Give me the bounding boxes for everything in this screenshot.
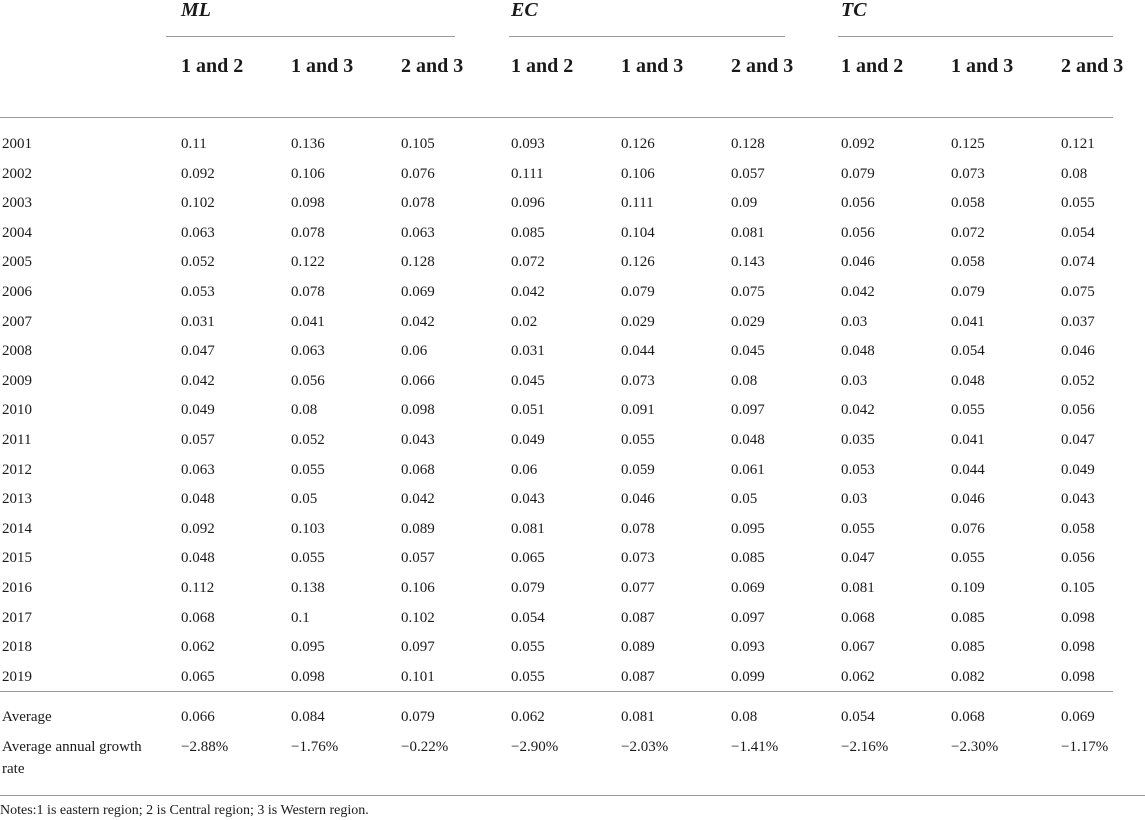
value-cell: 0.055 [951,550,985,567]
value-cell: 0.079 [511,580,545,596]
value-cell: 0.03 [841,372,868,389]
value-cell: 0.092 [181,520,215,537]
value-cell: 0.06 [401,343,428,360]
value-cell: 0.055 [511,668,545,685]
value-cell: 0.099 [731,668,765,685]
value-cell: 0.069 [731,580,765,596]
value-cell: 0.098 [1061,609,1095,626]
summary-value: 0.081 [621,709,655,725]
value-cell: 0.049 [181,402,215,419]
value-cell: 0.052 [1061,372,1095,389]
summary-value: −2.03% [621,739,669,755]
value-cell: 0.112 [181,580,215,596]
table-row [0,248,1145,278]
value-cell: 0.079 [951,284,985,300]
value-cell: 0.047 [841,550,875,567]
value-cell: 0.055 [1061,195,1095,212]
table-row [0,574,1145,604]
value-cell: 0.081 [511,520,545,537]
value-cell: 0.076 [951,520,985,537]
value-cell: 0.11 [181,136,207,152]
table-row [0,426,1145,456]
group-underline [509,36,785,37]
value-cell: 0.078 [291,224,325,241]
value-cell: 0.042 [401,491,435,508]
value-cell: 0.047 [1061,432,1095,448]
value-cell: 0.106 [401,580,435,596]
value-cell: 0.05 [731,491,758,508]
value-cell: 0.056 [841,224,875,241]
value-cell: 0.085 [951,639,985,656]
value-cell: 0.098 [291,195,325,212]
value-cell: 0.075 [731,284,765,300]
summary-value: 0.068 [951,709,985,725]
value-cell: 0.104 [621,224,655,241]
value-cell: 0.02 [511,313,538,330]
value-cell: 0.078 [621,520,655,537]
value-cell: 0.08 [291,402,318,419]
value-cell: 0.046 [621,491,655,508]
value-cell: 0.085 [951,609,985,626]
value-cell: 0.029 [731,313,765,330]
value-cell: 0.095 [731,520,765,537]
value-cell: 0.111 [621,195,654,212]
year-cell: 2015 [2,550,32,567]
year-cell: 2006 [2,284,32,300]
value-cell: 0.076 [401,165,435,182]
value-cell: 0.136 [291,136,325,152]
summary-value: 0.08 [731,709,758,725]
value-cell: 0.056 [1061,402,1095,419]
value-cell: 0.041 [951,432,985,448]
value-cell: 0.08 [731,372,758,389]
value-cell: 0.106 [291,165,325,182]
table-row [0,456,1145,486]
year-cell: 2003 [2,195,32,212]
table-row [0,189,1145,219]
summary-value: 0.062 [511,709,545,725]
year-cell: 2009 [2,372,32,389]
value-cell: 0.078 [401,195,435,212]
year-cell: 2002 [2,165,32,182]
year-cell: 2005 [2,254,32,271]
value-cell: 0.055 [511,639,545,656]
value-cell: 0.057 [401,550,435,567]
summary-value: −2.90% [511,739,559,755]
value-cell: 0.126 [621,136,655,152]
table-row [0,308,1145,338]
table-row [0,367,1145,397]
value-cell: 0.047 [181,343,215,360]
value-cell: 0.03 [841,491,868,508]
summary-value: −1.41% [731,739,779,755]
table-rule [0,117,1113,118]
summary-value: −0.22% [401,739,449,755]
year-cell: 2007 [2,313,32,330]
value-cell: 0.05 [291,491,318,508]
column-header: 1 and 2 [181,55,244,77]
column-header: 1 and 2 [511,55,574,77]
value-cell: 0.041 [951,313,985,330]
value-cell: 0.062 [841,668,875,685]
column-header: 1 and 3 [621,55,684,77]
year-cell: 2012 [2,461,32,478]
value-cell: 0.068 [401,461,435,478]
value-cell: 0.043 [511,491,545,508]
value-cell: 0.031 [181,313,215,330]
value-cell: 0.042 [841,284,875,300]
table-rule [0,795,1145,796]
value-cell: 0.052 [291,432,325,448]
value-cell: 0.068 [841,609,875,626]
value-cell: 0.048 [951,372,985,389]
year-cell: 2011 [2,432,32,448]
value-cell: 0.081 [841,580,875,596]
value-cell: 0.096 [511,195,545,212]
summary-value: −2.30% [951,739,999,755]
value-cell: 0.093 [731,639,765,656]
value-cell: 0.058 [1061,520,1095,537]
summary-value: 0.084 [291,709,325,725]
year-cell: 2019 [2,668,32,685]
table-row [0,396,1145,426]
value-cell: 0.056 [1061,550,1095,567]
value-cell: 0.055 [951,402,985,419]
value-cell: 0.085 [731,550,765,567]
value-cell: 0.097 [731,609,765,626]
value-cell: 0.073 [951,165,985,182]
value-cell: 0.098 [1061,668,1095,685]
summary-value: −1.76% [291,739,339,755]
value-cell: 0.061 [731,461,765,478]
table-row [0,663,1145,693]
value-cell: 0.092 [181,165,215,182]
table-row [0,130,1145,160]
value-cell: 0.058 [951,195,985,212]
value-cell: 0.029 [621,313,655,330]
value-cell: 0.09 [731,195,758,212]
value-cell: 0.03 [841,313,868,330]
value-cell: 0.105 [1061,580,1095,596]
value-cell: 0.053 [181,284,215,300]
value-cell: 0.126 [621,254,655,271]
value-cell: 0.042 [181,372,215,389]
year-cell: 2010 [2,402,32,419]
value-cell: 0.045 [731,343,765,360]
value-cell: 0.049 [511,432,545,448]
value-cell: 0.08 [1061,165,1088,182]
value-cell: 0.066 [401,372,435,389]
summary-value: 0.066 [181,709,215,725]
value-cell: 0.092 [841,136,875,152]
value-cell: 0.063 [291,343,325,360]
value-cell: 0.105 [401,136,435,152]
summary-label: Average annual growth rate [2,739,142,777]
summary-value: −1.17% [1061,739,1109,755]
value-cell: 0.079 [621,284,655,300]
summary-value: −2.88% [181,739,229,755]
value-cell: 0.069 [401,284,435,300]
value-cell: 0.089 [401,520,435,537]
value-cell: 0.056 [841,195,875,212]
value-cell: 0.055 [291,461,325,478]
value-cell: 0.089 [621,639,655,656]
value-cell: 0.067 [841,639,875,656]
value-cell: 0.082 [951,668,985,685]
summary-value: 0.079 [401,709,435,725]
value-cell: 0.072 [951,224,985,241]
summary-label: Average [2,709,52,725]
value-cell: 0.031 [511,343,545,360]
value-cell: 0.125 [951,136,985,152]
value-cell: 0.078 [291,284,325,300]
value-cell: 0.052 [181,254,215,271]
table-row [0,485,1145,515]
value-cell: 0.079 [841,165,875,182]
year-cell: 2018 [2,639,32,656]
value-cell: 0.059 [621,461,655,478]
year-cell: 2017 [2,609,32,626]
value-cell: 0.056 [291,372,325,389]
value-cell: 0.046 [841,254,875,271]
value-cell: 0.073 [621,372,655,389]
value-cell: 0.098 [1061,639,1095,656]
value-cell: 0.063 [181,461,215,478]
value-cell: 0.057 [731,165,765,182]
value-cell: 0.045 [511,372,545,389]
value-cell: 0.111 [511,165,544,182]
value-cell: 0.054 [1061,224,1095,241]
value-cell: 0.065 [181,668,215,685]
value-cell: 0.055 [621,432,655,448]
value-cell: 0.042 [401,313,435,330]
value-cell: 0.046 [951,491,985,508]
value-cell: 0.048 [181,550,215,567]
table-row [0,515,1145,545]
value-cell: 0.073 [621,550,655,567]
summary-row [0,736,1145,780]
value-cell: 0.048 [181,491,215,508]
table-notes: Notes:1 is eastern region; 2 is Central region; 3 is Western region. [0,803,369,818]
group-header-ml: ML [181,0,211,21]
value-cell: 0.128 [401,254,435,271]
value-cell: 0.072 [511,254,545,271]
value-cell: 0.041 [291,313,325,330]
value-cell: 0.102 [181,195,215,212]
column-header: 1 and 3 [951,55,1014,77]
table-row [0,633,1145,663]
value-cell: 0.098 [401,402,435,419]
table-row [0,604,1145,634]
value-cell: 0.065 [511,550,545,567]
value-cell: 0.035 [841,432,875,448]
value-cell: 0.1 [291,609,310,626]
value-cell: 0.077 [621,580,655,596]
value-cell: 0.122 [291,254,325,271]
value-cell: 0.037 [1061,313,1095,330]
value-cell: 0.102 [401,609,435,626]
value-cell: 0.081 [731,224,765,241]
value-cell: 0.103 [291,520,325,537]
value-cell: 0.074 [1061,254,1095,271]
value-cell: 0.098 [291,668,325,685]
group-header-ec: EC [511,0,538,21]
value-cell: 0.109 [951,580,985,596]
column-header: 2 and 3 [1061,55,1124,77]
group-header-tc: TC [841,0,867,21]
table-row [0,160,1145,190]
value-cell: 0.068 [181,609,215,626]
table-row [0,544,1145,574]
value-cell: 0.085 [511,224,545,241]
year-cell: 2016 [2,580,32,596]
value-cell: 0.054 [511,609,545,626]
value-cell: 0.054 [951,343,985,360]
year-cell: 2014 [2,520,32,537]
column-header: 2 and 3 [731,55,794,77]
value-cell: 0.055 [841,520,875,537]
value-cell: 0.048 [841,343,875,360]
value-cell: 0.143 [731,254,765,271]
value-cell: 0.087 [621,668,655,685]
value-cell: 0.043 [401,432,435,448]
value-cell: 0.063 [181,224,215,241]
group-underline [838,36,1113,37]
year-cell: 2004 [2,224,32,241]
value-cell: 0.121 [1061,136,1095,152]
table-row [0,278,1145,308]
value-cell: 0.097 [401,639,435,656]
year-cell: 2013 [2,491,32,508]
value-cell: 0.053 [841,461,875,478]
column-header: 1 and 2 [841,55,904,77]
value-cell: 0.101 [401,668,435,685]
value-cell: 0.044 [951,461,985,478]
value-cell: 0.075 [1061,284,1095,300]
summary-value: −2.16% [841,739,889,755]
value-cell: 0.051 [511,402,545,419]
value-cell: 0.097 [731,402,765,419]
value-cell: 0.063 [401,224,435,241]
table-row [0,219,1145,249]
value-cell: 0.093 [511,136,545,152]
value-cell: 0.043 [1061,491,1095,508]
group-underline [166,36,455,37]
value-cell: 0.058 [951,254,985,271]
column-header: 1 and 3 [291,55,354,77]
value-cell: 0.087 [621,609,655,626]
value-cell: 0.049 [1061,461,1095,478]
value-cell: 0.042 [511,284,545,300]
value-cell: 0.091 [621,402,655,419]
value-cell: 0.046 [1061,343,1095,360]
value-cell: 0.062 [181,639,215,656]
value-cell: 0.055 [291,550,325,567]
value-cell: 0.044 [621,343,655,360]
value-cell: 0.095 [291,639,325,656]
table-row [0,337,1145,367]
value-cell: 0.106 [621,165,655,182]
year-cell: 2001 [2,136,32,152]
column-header: 2 and 3 [401,55,464,77]
value-cell: 0.048 [731,432,765,448]
summary-value: 0.069 [1061,709,1095,725]
value-cell: 0.042 [841,402,875,419]
year-cell: 2008 [2,343,32,360]
summary-value: 0.054 [841,709,875,725]
value-cell: 0.128 [731,136,765,152]
value-cell: 0.057 [181,432,215,448]
value-cell: 0.06 [511,461,538,478]
value-cell: 0.138 [291,580,325,596]
